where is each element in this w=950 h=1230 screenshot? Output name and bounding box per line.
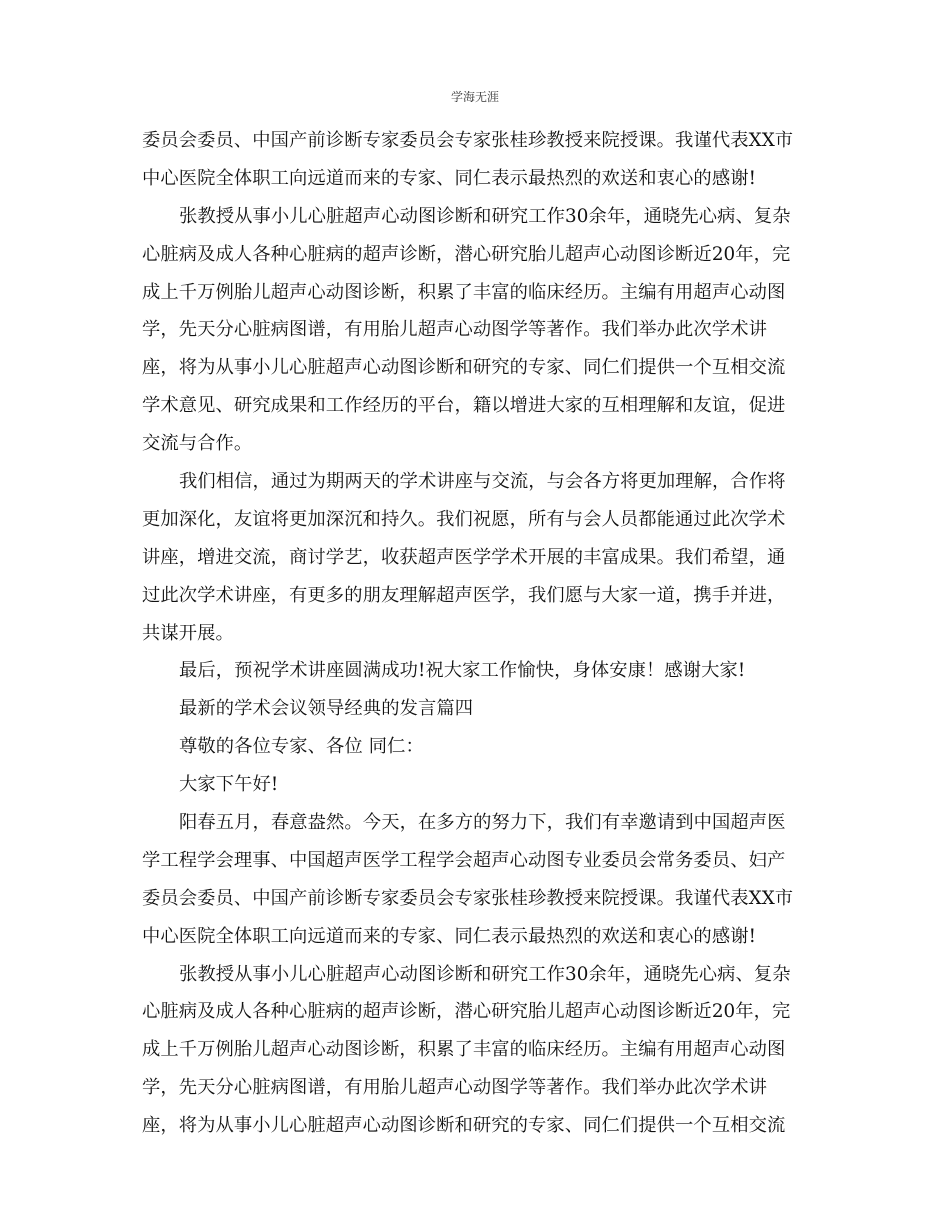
text-line: 成上千万例胎儿超声心动图诊断，积累了丰富的临床经历。主编有用超声心动图 bbox=[142, 281, 786, 303]
text-line: 讲座，增进交流，商讨学艺，收获超声医学学术开展的丰富成果。我们希望，通 bbox=[142, 546, 786, 568]
text-line: 张教授从事小儿心脏超声心动图诊断和研究工作30余年，通晓先心病、复杂 bbox=[179, 205, 791, 227]
text-line: 阳春五月，春意盎然。今天，在多方的努力下，我们有幸邀请到中国超声医 bbox=[179, 812, 786, 834]
text-line: 成上千万例胎儿超声心动图诊断，积累了丰富的临床经历。主编有用超声心动图 bbox=[142, 1039, 786, 1061]
text-line: 学术意见、研究成果和工作经历的平台，籍以增进大家的互相理解和友谊，促进 bbox=[142, 395, 786, 417]
text-line: 座，将为从事小儿心脏超声心动图诊断和研究的专家、同仁们提供一个互相交流 bbox=[142, 357, 786, 379]
text-line: 委员会委员、中国产前诊断专家委员会专家张桂珍教授来院授课。我谨代表XX市 bbox=[142, 130, 794, 151]
text-line: 座，将为从事小儿心脏超声心动图诊断和研究的专家、同仁们提供一个互相交流 bbox=[142, 1115, 786, 1137]
page-header: 学海无涯 bbox=[450, 90, 499, 104]
text-line: 学，先天分心脏病图谱，有用胎儿超声心动图学等著作。我们举办此次学术讲 bbox=[142, 1077, 767, 1099]
salutation: 尊敬的各位专家、各位 同仁： bbox=[179, 736, 424, 758]
text-line: 更加深化，友谊将更加深沉和持久。我们祝愿，所有与会人员都能通过此次学术 bbox=[142, 508, 786, 530]
section-title: 最新的学术会议领导经典的发言篇四 bbox=[179, 698, 474, 720]
text-line: 委员会委员、中国产前诊断专家委员会专家张桂珍教授来院授课。我谨代表XX市 bbox=[142, 887, 794, 909]
text-line: 张教授从事小儿心脏超声心动图诊断和研究工作30余年，通晓先心病、复杂 bbox=[179, 963, 791, 985]
document-body bbox=[142, 122, 808, 1145]
text-line: 心脏病及成人各种心脏病的超声诊断，潜心研究胎儿超声心动图诊断近20年，完 bbox=[142, 243, 791, 265]
text-line: 共谋开展。 bbox=[142, 622, 234, 644]
greeting: 大家下午好! bbox=[179, 774, 279, 796]
text-line: 交流与合作。 bbox=[142, 433, 253, 455]
text-line: 学，先天分心脏病图谱，有用胎儿超声心动图学等著作。我们举办此次学术讲 bbox=[142, 319, 767, 341]
text-line: 心脏病及成人各种心脏病的超声诊断，潜心研究胎儿超声心动图诊断近20年，完 bbox=[142, 1001, 791, 1023]
text-line: 过此次学术讲座，有更多的朋友理解超声医学，我们愿与大家一道，携手并进， bbox=[142, 584, 786, 606]
text-line: 我们相信，通过为期两天的学术讲座与交流，与会各方将更加理解，合作将 bbox=[179, 471, 786, 493]
text-line: 最后，预祝学术讲座圆满成功!祝大家工作愉快，身体安康！感谢大家! bbox=[179, 660, 746, 682]
text-line: 中心医院全体职工向远道而来的专家、同仁表示最热烈的欢送和衷心的感谢! bbox=[142, 925, 757, 947]
text-line: 学工程学会理事、中国超声医学工程学会超声心动图专业委员会常务委员、妇产 bbox=[142, 849, 786, 871]
text-line: 中心医院全体职工向远道而来的专家、同仁表示最热烈的欢送和衷心的感谢! bbox=[142, 167, 757, 189]
